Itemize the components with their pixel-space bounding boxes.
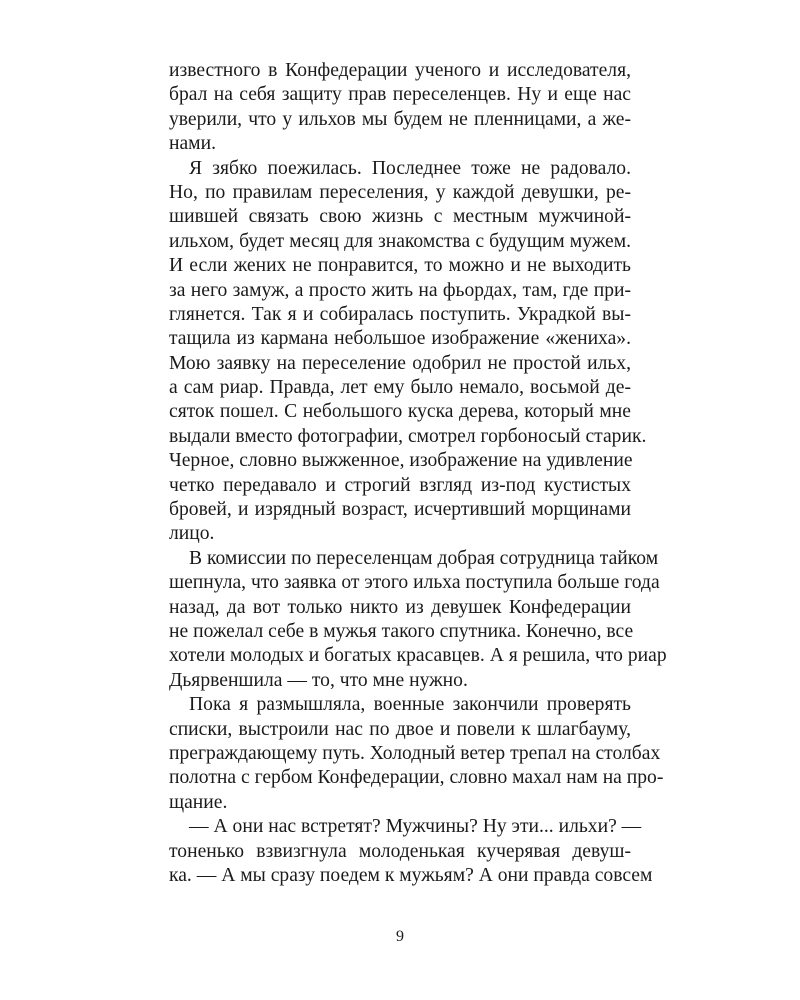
- text-line: Мою заявку на переселение одобрил не простой ильх,: [169, 352, 631, 374]
- text-line: Черное, словно выжженное, изображение на удивление: [169, 450, 633, 472]
- body-text: [169, 59, 667, 888]
- text-line: уверили, что у ильхов мы будем не пленницами, а же-: [169, 108, 631, 130]
- text-line: полотна с гербом Конфедерации, словно махал нам на про-: [169, 767, 664, 789]
- text-line: глянется. Так я и собиралась поступить. Украдкой вы-: [169, 303, 631, 325]
- text-line: брал на себя защиту прав переселенцев. Ну и еще нас: [169, 84, 631, 106]
- text-line: за него замуж, а просто жить на фьордах, там, где при-: [169, 279, 631, 301]
- text-line: Но, по правилам переселения, у каждой девушки, ре-: [169, 181, 631, 203]
- text-line: бровей, и изрядный возраст, исчертивший морщинами: [169, 499, 631, 521]
- text-line: не пожелал себе в мужья такого спутника. Конечно, все: [169, 620, 634, 642]
- text-line: списки, выстроили нас по двое и повели к шлагбауму,: [169, 718, 631, 740]
- paragraph-start-line: Я зябко поежилась. Последнее тоже не радовало.: [189, 157, 631, 179]
- text-line: Дьярвеншила — то, что мне нужно.: [169, 669, 468, 691]
- text-line: ка. — А мы сразу поедем к мужьям? А они правда совсем: [169, 864, 653, 886]
- page-number: 9: [396, 928, 404, 945]
- text-line: тащила из кармана небольшое изображение «жениха».: [169, 328, 631, 350]
- paragraph-start-line: В комиссии по переселенцам добрая сотрудница тайком: [189, 547, 659, 569]
- text-line: И если жених не понравится, то можно и не выходить: [169, 255, 631, 277]
- text-line: хотели молодых и богатых красавцев. А я решила, что риар: [169, 645, 667, 667]
- text-line: выдали вместо фотографии, смотрел горбоносый старик.: [169, 425, 647, 447]
- text-line: преграждающему путь. Холодный ветер трепал на столбах: [169, 742, 661, 764]
- text-line: а сам риар. Правда, лет ему было немало, восьмой де-: [169, 377, 631, 399]
- text-line: шившей связать свою жизнь с местным мужчиной-: [169, 206, 631, 228]
- paragraph-start-line: — А они нас встретят? Мужчины? Ну эти... ильхи? —: [189, 816, 642, 838]
- text-line: сяток пошел. С небольшого куска дерева, который мне: [169, 401, 631, 423]
- text-line: шепнула, что заявка от этого ильха поступила больше года: [169, 572, 660, 594]
- text-line: лицо.: [169, 523, 215, 545]
- text-line: назад, да вот только никто из девушек Конфедерации: [169, 596, 631, 618]
- text-line: четко передавало и строгий взгляд из-под кустистых: [169, 474, 631, 496]
- paragraph-start-line: Пока я размышляла, военные закончили проверять: [189, 694, 631, 716]
- text-line: щание.: [169, 791, 228, 813]
- text-line: известного в Конфедерации ученого и исследователя,: [169, 60, 631, 81]
- text-line: нами.: [169, 133, 216, 155]
- text-line: тоненько взвизгнула молоденькая кучерявая девуш-: [169, 840, 631, 862]
- text-line: ильхом, будет месяц для знакомства с будущим мужем.: [169, 230, 631, 252]
